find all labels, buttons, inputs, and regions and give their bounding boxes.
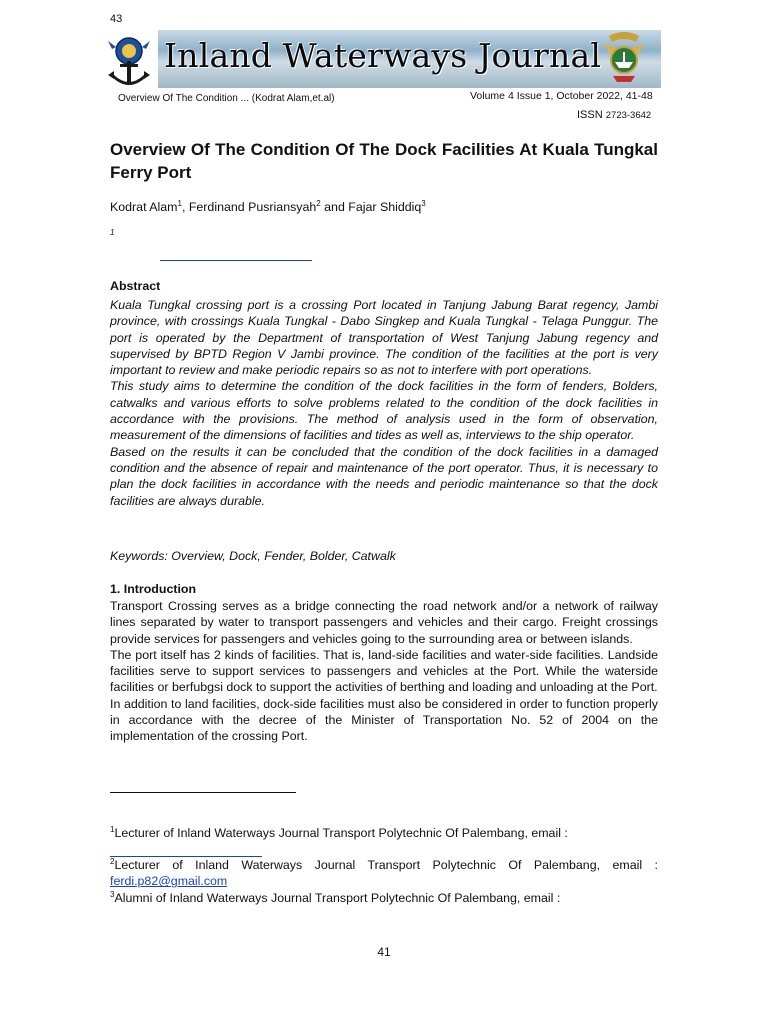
affiliation-mark: 1 — [110, 228, 115, 237]
footnote-text: Lecturer of Inland Waterways Journal Transport Polytechnic Of Palembang, email : — [114, 858, 658, 872]
introduction-heading: 1. Introduction — [110, 582, 197, 596]
journal-banner — [158, 30, 661, 88]
abstract-paragraph: Based on the results it can be concluded that the condition of the dock facilities in a damaged condition and the absence of repair and maintenance of the port operator. Thus, it is necessary to plan the dock facilities in accordance with the needs and periodic maintenance so that the dock facilities are always durable. — [110, 444, 658, 508]
email-link-underline[interactable] — [160, 260, 312, 261]
author-list — [110, 200, 658, 214]
issn — [577, 109, 651, 121]
volume-info: Volume 4 Issue 1, October 2022, 41-48 — [470, 90, 653, 102]
footnote-mark: 3 — [110, 889, 115, 899]
footnote-divider — [110, 792, 296, 793]
introduction-body — [110, 598, 658, 745]
intro-paragraph: The port itself has 2 kinds of facilities. That is, land-side facilities and water-side facilities. Landside facilities serve to support services to passengers and vehicles at the Port. While the waterside facilities or berfubgsi dock to support the activities of berthing and loading and unloading at the Port. — [110, 647, 658, 695]
abstract-paragraph: Kuala Tungkal crossing port is a crossing Port located in Tanjung Jabung Barat regency, Jambi province, with crossings Kuala Tungkal - Dabo Singkep and Kuala Tungkal - Telaga Punggur. The port is operated by the Department of transportation of West Tanjung Jabung regency and supervised by BPTD Region V Jambi province. The condition of the facilities at the port is very important to review and make periodic repairs so as not to interfere with port operations. — [110, 298, 658, 378]
footnote-text: Alumni of Inland Waterways Journal Transport Polytechnic Of Palembang, email : — [114, 891, 561, 905]
abstract-paragraph: This study aims to determine the condition of the dock facilities in the form of fenders, Bolders, catwalks and various efforts to solve problems related to the condition of the dock facilities in accordance with the provisions. The method of analysis used in the form of observation, measurement of the dimensions of facilities and tides as well as, interviews to the ship operator. — [110, 379, 658, 443]
author-mark: 1 — [177, 198, 182, 208]
footnote-2-email-link[interactable]: ferdi.p82@gmail.com — [110, 874, 228, 889]
running-head: Overview Of The Condition ... (Kodrat Alam,et.al) — [118, 93, 335, 104]
footnote-mark: 2 — [110, 856, 115, 866]
author-name: Fajar Shiddiq — [348, 200, 422, 214]
ship-emblem-icon — [589, 30, 659, 88]
page-number-top: 43 — [110, 13, 123, 25]
abstract-heading: Abstract — [110, 279, 161, 293]
abstract-body — [110, 297, 658, 509]
author-name: Kodrat Alam — [110, 200, 178, 214]
author-separator: and — [320, 200, 349, 214]
intro-paragraph: In addition to land facilities, dock-side facilities must also be considered in order to function properly in accordance with the decree of the Minister of Transportation No. 52 of 2004 on the implementation of the crossing Port. — [110, 696, 658, 744]
issn-label: ISSN — [577, 109, 603, 121]
footnote-3 — [110, 890, 658, 906]
intro-paragraph: Transport Crossing serves as a bridge connecting the road network and/or a network of railway lines separated by water to transport passengers and vehicles and their cargo. Freight crossings provide services for passengers and vehicles going to the surrounding area or between islands. — [110, 599, 658, 646]
keywords: Keywords: Overview, Dock, Fender, Bolder, Catwalk — [110, 549, 396, 563]
footnote-2 — [110, 857, 658, 890]
footnote-text: Lecturer of Inland Waterways Journal Transport Polytechnic Of Palembang, email : — [114, 826, 568, 840]
footnote-1 — [110, 825, 658, 841]
author-mark: 3 — [421, 198, 426, 208]
journal-anchor-logo — [98, 31, 160, 93]
footnote-mark: 1 — [110, 824, 115, 834]
author-separator: , — [181, 200, 189, 214]
author-mark: 2 — [316, 198, 321, 208]
page-number-bottom: 41 — [377, 945, 391, 959]
journal-title: Inland Waterways Journal — [164, 36, 602, 75]
author-name: Ferdinand Pusriansyah — [188, 200, 317, 214]
article-title: Overview Of The Condition Of The Dock Facilities At Kuala Tungkal Ferry Port — [110, 140, 658, 182]
issn-number: 2723-3642 — [605, 110, 652, 121]
